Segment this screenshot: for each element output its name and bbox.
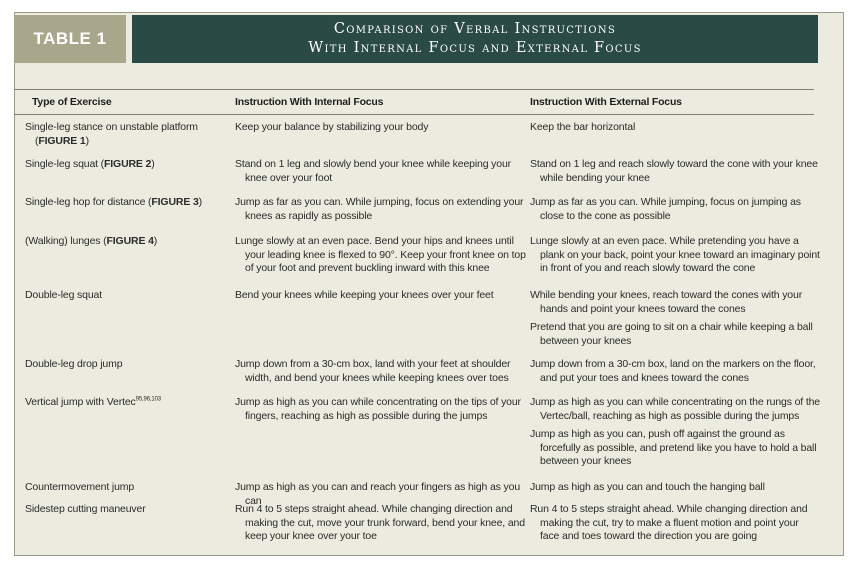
table-row-5-internal: Bend your knees while keeping your knees over your feet [235, 289, 494, 301]
table-row-7-external-b: Jump as high as you can, push off against the ground as forcefully as possible, and pretend like you have to hold a ball between your knees [530, 428, 817, 467]
reference-superscript: 95,96,103 [135, 396, 161, 403]
table-row-8-internal: Jump as high as you can and reach your fingers as high as you can [235, 481, 521, 507]
top-rule [14, 89, 814, 90]
table-title [132, 15, 818, 63]
table-row-2-external: Stand on 1 leg and reach slowly toward the cone with your knee while bending your knee [530, 158, 818, 184]
table-frame [14, 12, 844, 556]
table-row-5-external-a: While bending your knees, reach toward the cones with your hands and point your knees toward the cones [530, 289, 803, 315]
column-header-exercise: Type of Exercise [32, 96, 112, 108]
table-row-7-external-a: Jump as high as you can while concentrating on the rungs of the Vertec/ball, reaching as high as possible during the jumps [530, 396, 820, 422]
table-row-3-external: Jump as far as you can. While jumping, focus on jumping as close to the cone as possible [530, 196, 801, 222]
table-row-8-external: Jump as high as you can and touch the hanging ball [530, 481, 765, 493]
table-title-line-2: With Internal Focus and External Focus [308, 40, 642, 56]
header-rule [14, 114, 814, 115]
table-row-3-exercise: Single-leg hop for distance (FIGURE 3) [25, 196, 202, 208]
table-row-6-internal: Jump down from a 30-cm box, land with your feet at shoulder width, and bend your knees while keeping knees over toes [235, 358, 511, 384]
table-label: TABLE 1 [14, 15, 126, 63]
table-row-7-internal: Jump as high as you can while concentrating on the tips of your fingers, reaching as high as possible during the jumps [235, 396, 521, 422]
table-row-9-exercise: Sidestep cutting maneuver [25, 503, 146, 515]
table-row-5-external-b: Pretend that you are going to sit on a chair while keeping a ball between your knees [530, 321, 813, 347]
table-row-4-internal: Lunge slowly at an even pace. Bend your hips and knees until your leading knee is flexed to 90°. Keep your front knee on top of your foot and prevent buckling inward with this knee [235, 235, 526, 274]
table-row-1-external: Keep the bar horizontal [530, 121, 636, 133]
table-row-2-exercise: Single-leg squat (FIGURE 2) [25, 158, 155, 170]
table-row-8-exercise: Countermovement jump [25, 481, 135, 493]
table-row-1-internal: Keep your balance by stabilizing your body [235, 121, 429, 133]
table-row-9-internal: Run 4 to 5 steps straight ahead. While changing direction and making the cut, move your trunk forward, bend your knee, and keep your knee over your toe [235, 503, 525, 542]
table-header [14, 15, 814, 63]
table-row-1-exercise: Single-leg stance on unstable platform (FIGURE 1) [25, 121, 198, 147]
column-header-internal: Instruction With Internal Focus [235, 96, 384, 108]
table-title-line-1: Comparison of Verbal Instructions [333, 21, 617, 37]
table-row-7-exercise: Vertical jump with Vertec$^{95,96,103}$ [25, 396, 161, 408]
table-row-4-exercise: (Walking) lunges (FIGURE 4) [25, 235, 158, 247]
table-row-6-external: Jump down from a 30-cm box, land on the markers on the floor, and put your toes and knees toward the cones [530, 358, 816, 384]
table-row-9-external: Run 4 to 5 steps straight ahead. While changing direction and making the cut, try to make a fluent motion and point your face and toes toward the direction you are going [530, 503, 808, 542]
table-row-2-internal: Stand on 1 leg and slowly bend your knee while keeping your knee over your foot [235, 158, 512, 184]
column-header-external: Instruction With External Focus [530, 96, 682, 108]
table-row-4-external: Lunge slowly at an even pace. While pretending you have a plank on your back, point your knee toward an imaginary point in front of you and reach slowly toward the cone [530, 235, 820, 274]
table-row-3-internal: Jump as far as you can. While jumping, focus on extending your knees as rapidly as possible [235, 196, 524, 222]
table-row-5-exercise: Double-leg squat [25, 289, 102, 301]
table-row-6-exercise: Double-leg drop jump [25, 358, 123, 370]
